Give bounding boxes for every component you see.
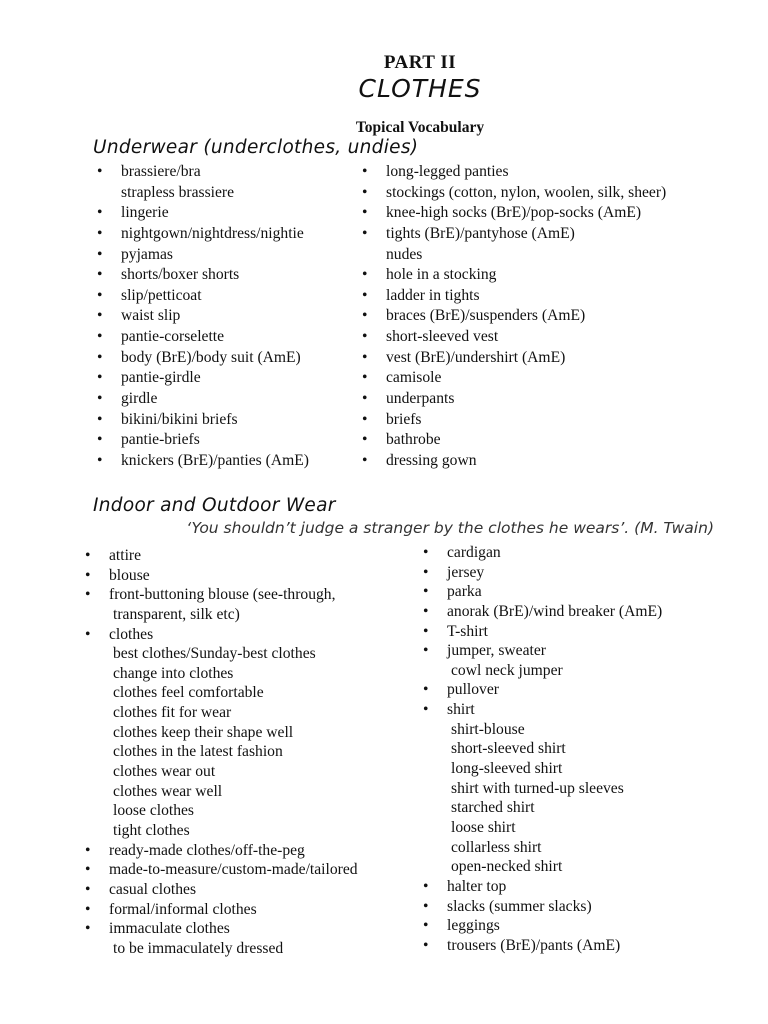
list-item: • trousers (BrE)/pants (AmE): [420, 936, 662, 956]
list-item: • lingerie: [94, 203, 309, 224]
list-item: loose shirt: [451, 818, 516, 836]
list-item: • made-to-measure/custom-made/tailored: [82, 860, 358, 880]
list-item: • casual clothes: [82, 880, 358, 900]
list-item: • immaculate clothes: [82, 919, 358, 939]
underwear-list-left: [94, 162, 309, 472]
list-item: clothes wear well: [113, 782, 223, 800]
list-item: • tights (BrE)/pantyhose (AmE): [359, 224, 666, 245]
list-item: • bikini/bikini briefs: [94, 410, 309, 431]
list-item: clothes fit for wear: [113, 704, 232, 722]
part-heading: PART II: [383, 52, 457, 73]
list-item: nudes: [386, 245, 423, 263]
list-item: • parka: [420, 582, 662, 602]
list-item: clothes feel comfortable: [113, 684, 264, 702]
list-item: • briefs: [359, 410, 666, 431]
list-item: • pyjamas: [94, 245, 309, 266]
wear-list-left: [82, 546, 358, 958]
list-item: • slip/petticoat: [94, 286, 309, 307]
list-item: • slacks (summer slacks): [420, 897, 662, 917]
list-item: clothes wear out: [113, 763, 216, 781]
list-item: collarless shirt: [451, 838, 542, 856]
list-item: • leggings: [420, 916, 662, 936]
list-item: • clothes: [82, 625, 358, 645]
list-item: • cardigan: [420, 543, 662, 563]
list-item: • short-sleeved vest: [359, 327, 666, 348]
list-item: • girdle: [94, 389, 309, 410]
list-item: • body (BrE)/body suit (AmE): [94, 348, 309, 369]
page-subtitle: Topical Vocabulary: [355, 119, 485, 136]
list-item: long-sleeved shirt: [451, 760, 563, 778]
list-item: • dressing gown: [359, 451, 666, 472]
list-item: • knee-high socks (BrE)/pop-socks (AmE): [359, 203, 666, 224]
list-item: • pantie-corselette: [94, 327, 309, 348]
list-item: • pantie-girdle: [94, 368, 309, 389]
list-item: short-sleeved shirt: [451, 740, 566, 758]
list-item: clothes keep their shape well: [113, 723, 294, 741]
list-item: • long-legged panties: [359, 162, 666, 183]
page-title: CLOTHES: [358, 74, 482, 103]
list-item: starched shirt: [451, 799, 535, 817]
list-item: change into clothes: [113, 664, 234, 682]
list-item: • vest (BrE)/undershirt (AmE): [359, 348, 666, 369]
list-item: tight clothes: [113, 821, 190, 839]
list-item: transparent, silk etc): [113, 605, 240, 623]
list-item: • underpants: [359, 389, 666, 410]
list-item: cowl neck jumper: [451, 661, 563, 679]
list-item: open-necked shirt: [451, 858, 563, 876]
list-item: • jumper, sweater: [420, 641, 662, 661]
list-item: • ready-made clothes/off-the-peg: [82, 841, 358, 861]
list-item: best clothes/Sunday-best clothes: [113, 645, 316, 663]
list-item: • blouse: [82, 566, 358, 586]
list-item: • pantie-briefs: [94, 430, 309, 451]
list-item: • hole in a stocking: [359, 265, 666, 286]
list-item: • stockings (cotton, nylon, woolen, silk, sheer): [359, 183, 666, 204]
list-item: • formal/informal clothes: [82, 900, 358, 920]
list-item: • halter top: [420, 877, 662, 897]
list-item: loose clothes: [113, 802, 194, 820]
list-item: • camisole: [359, 368, 666, 389]
list-item: • T-shirt: [420, 622, 662, 642]
underwear-section-title: Underwear (underclothes, undies): [93, 137, 419, 158]
list-item: clothes in the latest fashion: [113, 743, 283, 761]
wear-list-right: [420, 543, 662, 955]
list-item: • pullover: [420, 680, 662, 700]
list-item: to be immaculately dressed: [113, 939, 284, 957]
list-item: • shirt: [420, 700, 662, 720]
underwear-list-right: [359, 162, 666, 472]
list-item: • bathrobe: [359, 430, 666, 451]
list-item: shirt-blouse: [451, 720, 525, 738]
list-item: • attire: [82, 546, 358, 566]
wear-section-title: Indoor and Outdoor Wear: [93, 495, 336, 516]
list-item: • jersey: [420, 563, 662, 583]
list-item: • ladder in tights: [359, 286, 666, 307]
list-item: • nightgown/nightdress/nightie: [94, 224, 309, 245]
list-item: • braces (BrE)/suspenders (AmE): [359, 306, 666, 327]
list-item: • knickers (BrE)/panties (AmE): [94, 451, 309, 472]
list-item: • waist slip: [94, 306, 309, 327]
list-item: • front-buttoning blouse (see-through,: [82, 585, 358, 605]
list-item: shirt with turned-up sleeves: [451, 779, 624, 797]
list-item: • shorts/boxer shorts: [94, 265, 309, 286]
list-item: • anorak (BrE)/wind breaker (AmE): [420, 602, 662, 622]
list-item: • brassiere/bra: [94, 162, 309, 183]
twain-quote: ‘You shouldn’t judge a stranger by the clothes he wears’. (M. Twain): [186, 519, 714, 537]
list-item: strapless brassiere: [121, 183, 235, 201]
